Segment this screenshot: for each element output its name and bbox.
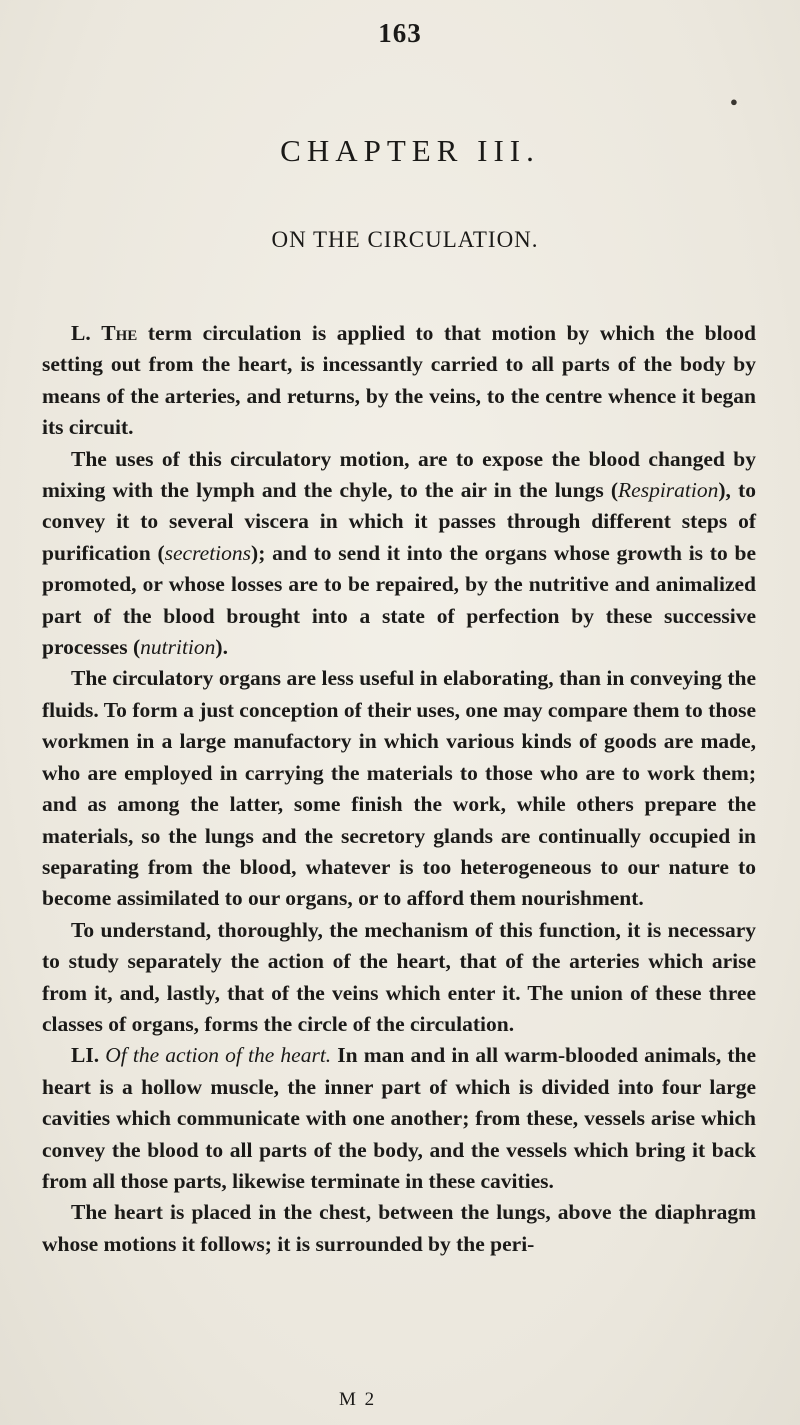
paragraph-5	[42, 1040, 756, 1197]
paragraph-text: ).	[215, 635, 228, 660]
paragraph-text: The uses of this circulatory motion, are to expose the blood changed by mixing with the lymph and the chyle, to the air in the lungs (	[42, 446, 756, 503]
section-label: L.	[71, 321, 91, 345]
paragraph-text: term circulation is applied to that motion by which the blood setting out from the heart, is incessantly carried to all parts of the body by means of the arteries, and returns, by the veins, to the centre whence it began its circuit.	[42, 321, 757, 440]
paragraph-3	[42, 663, 756, 914]
paragraph-text: ), to convey it to several viscera in which it passes through different steps of purification (	[42, 478, 756, 565]
italic-term: secretions	[164, 540, 252, 565]
paragraph-text: The heart is placed in the chest, between the lungs, above the diaphragm whose motions it follows; it is surrounded by the peri-	[42, 1200, 756, 1256]
section-title: ON THE CIRCULATION.	[271, 227, 539, 252]
opening-word: The	[101, 321, 138, 345]
paragraph-text: The circulatory organs are less useful in elaborating, than in conveying the fluids. To form a just conception of their uses, one may compare them to those workmen in a large manufactory in which various kinds of goods are made, who are employed in carrying the materials to those who are to work them; and as among the latter, some finish the work, while others prepare the materials, so the lungs and the secretory glands are continually occupied in separating from the blood, whatever is too heterogeneous to our nature to become assimilated to our organs, or to afford them nourishment.	[42, 666, 756, 911]
page-number: 163	[378, 18, 422, 48]
paragraph-6	[42, 1197, 756, 1260]
italic-term: Respiration	[618, 478, 719, 503]
paragraph-text: In man and in all warm-blooded animals, the heart is a hollow muscle, the inner part of which is divided into four large cavities which communicate with one another; from these, vessels arise which convey the blood to all parts of the body, and the vessels which bring it back from all those parts, likewise terminate in these cavities.	[42, 1043, 756, 1193]
ink-speck: ●	[730, 94, 738, 109]
paragraph-2	[42, 444, 756, 664]
paragraph-text: ); and to send it into the organs whose growth is to be promoted, or whose losses are to be repaired, by the nutritive and animalized part of the blood brought into a state of perfection by these successive processes (	[42, 540, 756, 660]
section-label: LI.	[71, 1043, 100, 1068]
paragraph-4	[42, 915, 756, 1041]
signature-mark: M 2	[339, 1389, 377, 1410]
body-text	[42, 318, 756, 1260]
paragraph-text: To understand, thoroughly, the mechanism of this function, it is necessary to study separately the action of the heart, that of the arteries which arise from it, and, lastly, that of the veins which enter it. The union of these three classes of organs, forms the circle of the circulation.	[42, 917, 756, 1036]
section-heading-italic: Of the action of the heart.	[105, 1043, 332, 1068]
italic-term: nutrition	[140, 635, 216, 660]
paragraph-1	[42, 318, 756, 444]
chapter-heading: CHAPTER III.	[280, 133, 540, 168]
